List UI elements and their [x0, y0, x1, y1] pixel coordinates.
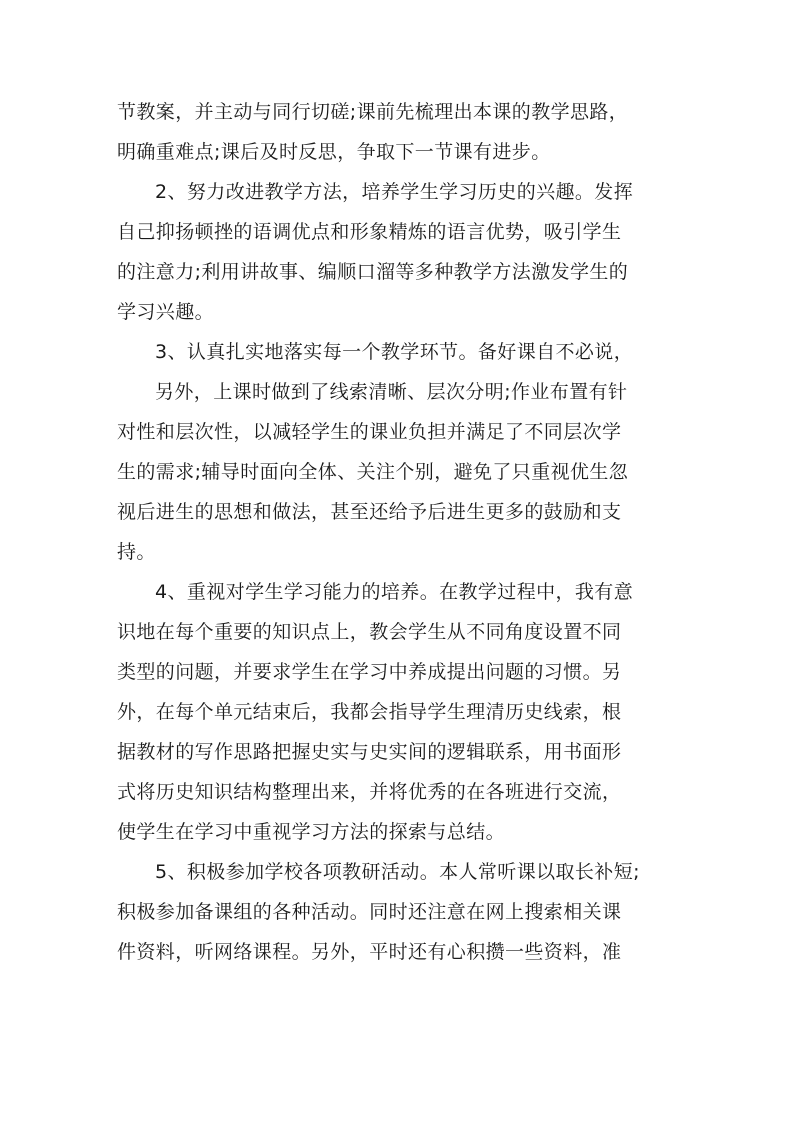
text-line: 件资料，听网络课程。另外，平时还有心积攒一些资料，准: [117, 941, 622, 963]
text-line: 3、认真扎实地落实每一个教学环节。备好课自不必说，: [155, 341, 634, 363]
text-line: 另外，上课时做到了线索清晰、层次分明;作业布置有针: [155, 381, 628, 403]
text-line: 式将历史知识结构整理出来，并将优秀的在各班进行交流，: [117, 781, 622, 803]
text-line: 自己抑扬顿挫的语调优点和形象精炼的语言优势，吸引学生: [117, 221, 622, 243]
text-line: 持。: [117, 541, 156, 563]
text-line: 生的需求;辅导时面向全体、关注个别，避免了只重视优生忽: [117, 461, 629, 483]
text-line: 识地在每个重要的知识点上，教会学生从不同角度设置不同: [117, 621, 622, 643]
text-line: 视后进生的思想和做法，甚至还给予后进生更多的鼓励和支: [117, 501, 622, 523]
text-line: 对性和层次性，以减轻学生的课业负担并满足了不同层次学: [117, 421, 622, 443]
text-line: 外，在每个单元结束后，我都会指导学生理清历史线索，根: [117, 701, 622, 723]
text-line: 的注意力;利用讲故事、编顺口溜等多种教学方法激发学生的: [117, 261, 629, 283]
text-line: 据教材的写作思路把握史实与史实间的逻辑联系，用书面形: [117, 741, 622, 763]
text-line: 类型的问题，并要求学生在学习中养成提出问题的习惯。另: [117, 661, 622, 683]
text-line: 5、积极参加学校各项教研活动。本人常听课以取长补短;: [155, 861, 640, 883]
text-line: 明确重难点;课后及时反思，争取下一节课有进步。: [117, 141, 551, 163]
text-line: 4、重视对学生学习能力的培养。在教学过程中，我有意: [155, 581, 634, 603]
text-line: 积极参加备课组的各种活动。同时还注意在网上搜索相关课: [117, 901, 622, 923]
text-line: 学习兴趣。: [117, 301, 215, 323]
text-line: 节教案，并主动与同行切磋;课前先梳理出本课的教学思路，: [117, 101, 629, 123]
text-line: 使学生在学习中重视学习方法的探索与总结。: [117, 821, 506, 843]
text-line: 2、努力改进教学方法，培养学生学习历史的兴趣。发挥: [155, 181, 634, 203]
